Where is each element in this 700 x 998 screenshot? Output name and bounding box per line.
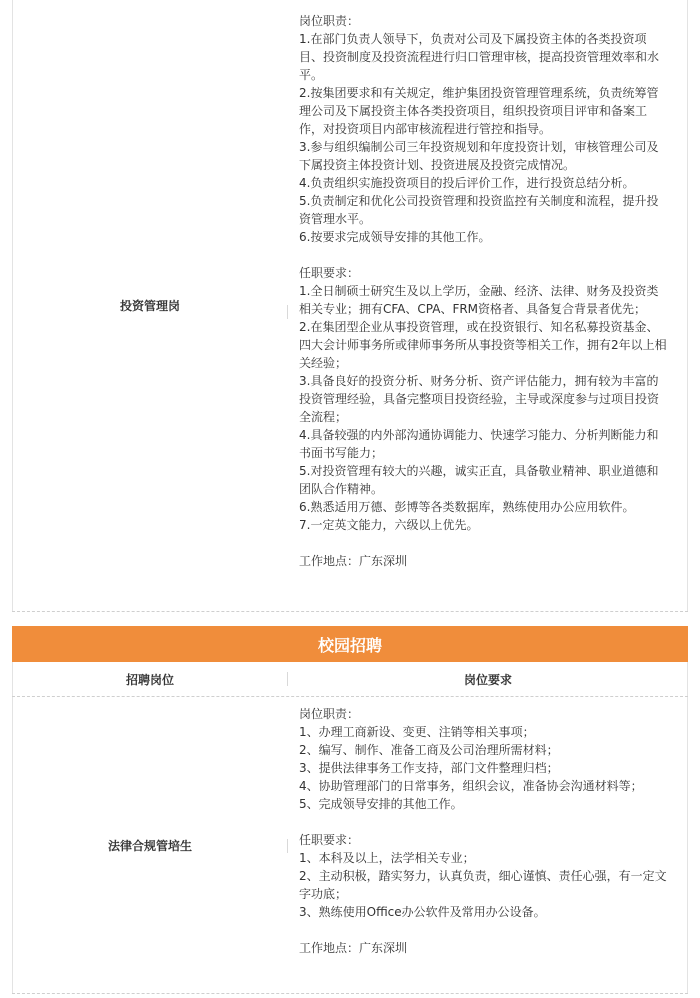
column-divider [287, 839, 288, 853]
description-line: 资管理水平。 [299, 212, 372, 226]
position-description [299, 705, 684, 957]
position-description [299, 12, 684, 570]
description-line: 1、本科及以上，法学相关专业； [299, 851, 475, 865]
description-line: 2.按集团要求和有关规定，维护集团投资管理管理系统，负责统筹管 [299, 86, 659, 100]
position-row-investment [12, 0, 688, 611]
description-line: 相关专业；拥有CFA、CPA、FRM资格者、具备复合背景者优先； [299, 302, 647, 316]
description-line: 1.全日制硕士研究生及以上学历，金融、经济、法律、财务及投资类 [299, 284, 659, 298]
description-line [299, 921, 684, 939]
description-line: 任职要求： [299, 833, 360, 847]
description-line: 5.负责制定和优化公司投资管理和投资监控有关制度和流程，提升投 [299, 194, 659, 208]
description-line: 4.具备较强的内外部沟通协调能力、快速学习能力、分析判断能力和 [299, 428, 659, 442]
row-divider [12, 993, 688, 994]
description-line [299, 813, 684, 831]
position-row-legal [12, 697, 688, 993]
description-line: 4、协助管理部门的日常事务，组织会议，准备协会沟通材料等； [299, 779, 643, 793]
description-line: 3、提供法律事务工作支持，部门文件整理归档； [299, 761, 559, 775]
description-line [299, 246, 684, 264]
description-line: 投资管理经验，具备完整项目投资经验，主导或深度参与过项目投资 [299, 392, 660, 406]
description-line: 平。 [299, 68, 324, 82]
description-line: 2、主动积极，踏实努力，认真负责，细心谨慎、责任心强，有一定文 [299, 869, 667, 883]
description-line: 岗位职责： [299, 14, 360, 28]
description-line: 下属投资主体投资计划、投资进展及投资完成情况。 [299, 158, 576, 172]
section-banner: 校园招聘 [12, 626, 688, 662]
description-line: 6.按要求完成领导安排的其他工作。 [299, 230, 491, 244]
description-line: 2.在集团型企业从事投资管理，或在投资银行、知名私募投资基金、 [299, 320, 659, 334]
description-line: 5.对投资管理有较大的兴趣，诚实正直，具备敬业精神、职业道德和 [299, 464, 659, 478]
description-line: 理公司及下属投资主体各类投资项目，组织投资项目评审和备案工 [299, 104, 648, 118]
table-header-row [12, 662, 688, 696]
position-title: 投资管理岗 [119, 299, 180, 313]
description-line: 5、完成领导安排的其他工作。 [299, 797, 463, 811]
description-line: 书面书写能力； [299, 446, 384, 460]
description-line: 团队合作精神。 [299, 482, 384, 496]
description-line [299, 534, 684, 552]
description-line: 4.负责组织实施投资项目的投后评价工作，进行投资总结分析。 [299, 176, 635, 190]
description-line: 3、熟练使用Office办公软件及常用办公设备。 [299, 905, 546, 919]
description-line: 3.具备良好的投资分析、财务分析、资产评估能力，拥有较为丰富的 [299, 374, 659, 388]
description-line: 7.一定英文能力，六级以上优先。 [299, 518, 479, 532]
description-line: 关经验； [299, 356, 348, 370]
description-line: 3.参与组织编制公司三年投资规划和年度投资计划，审核管理公司及 [299, 140, 659, 154]
row-divider [12, 611, 688, 612]
description-line: 1.在部门负责人领导下，负责对公司及下属投资主体的各类投资项 [299, 32, 647, 46]
position-title: 法律合规管培生 [107, 838, 192, 853]
description-line: 字功底； [299, 887, 348, 901]
description-line: 全流程； [299, 410, 348, 424]
description-line: 作，对投资项目内部审核流程进行管控和指导。 [299, 122, 552, 136]
header-requirements: 岗位要求 [463, 672, 512, 687]
column-divider [287, 305, 288, 319]
description-line: 任职要求： [299, 266, 360, 280]
description-line: 目、投资制度及投资流程进行归口管理审核，提高投资管理效率和水 [299, 50, 660, 64]
description-line: 6.熟悉适用万德、彭博等各类数据库，熟练使用办公应用软件。 [299, 500, 635, 514]
description-line: 1、办理工商新设、变更、注销等相关事项； [299, 725, 535, 739]
description-line: 工作地点：广东深圳 [299, 554, 408, 568]
description-line: 2、编写、制作、准备工商及公司治理所需材料； [299, 743, 559, 757]
description-line: 工作地点：广东深圳 [299, 941, 408, 955]
description-line: 岗位职责： [299, 707, 360, 721]
header-position: 招聘岗位 [125, 672, 174, 687]
description-line: 四大会计师事务所或律师事务所从事投资等相关工作，拥有2年以上相 [299, 338, 667, 352]
